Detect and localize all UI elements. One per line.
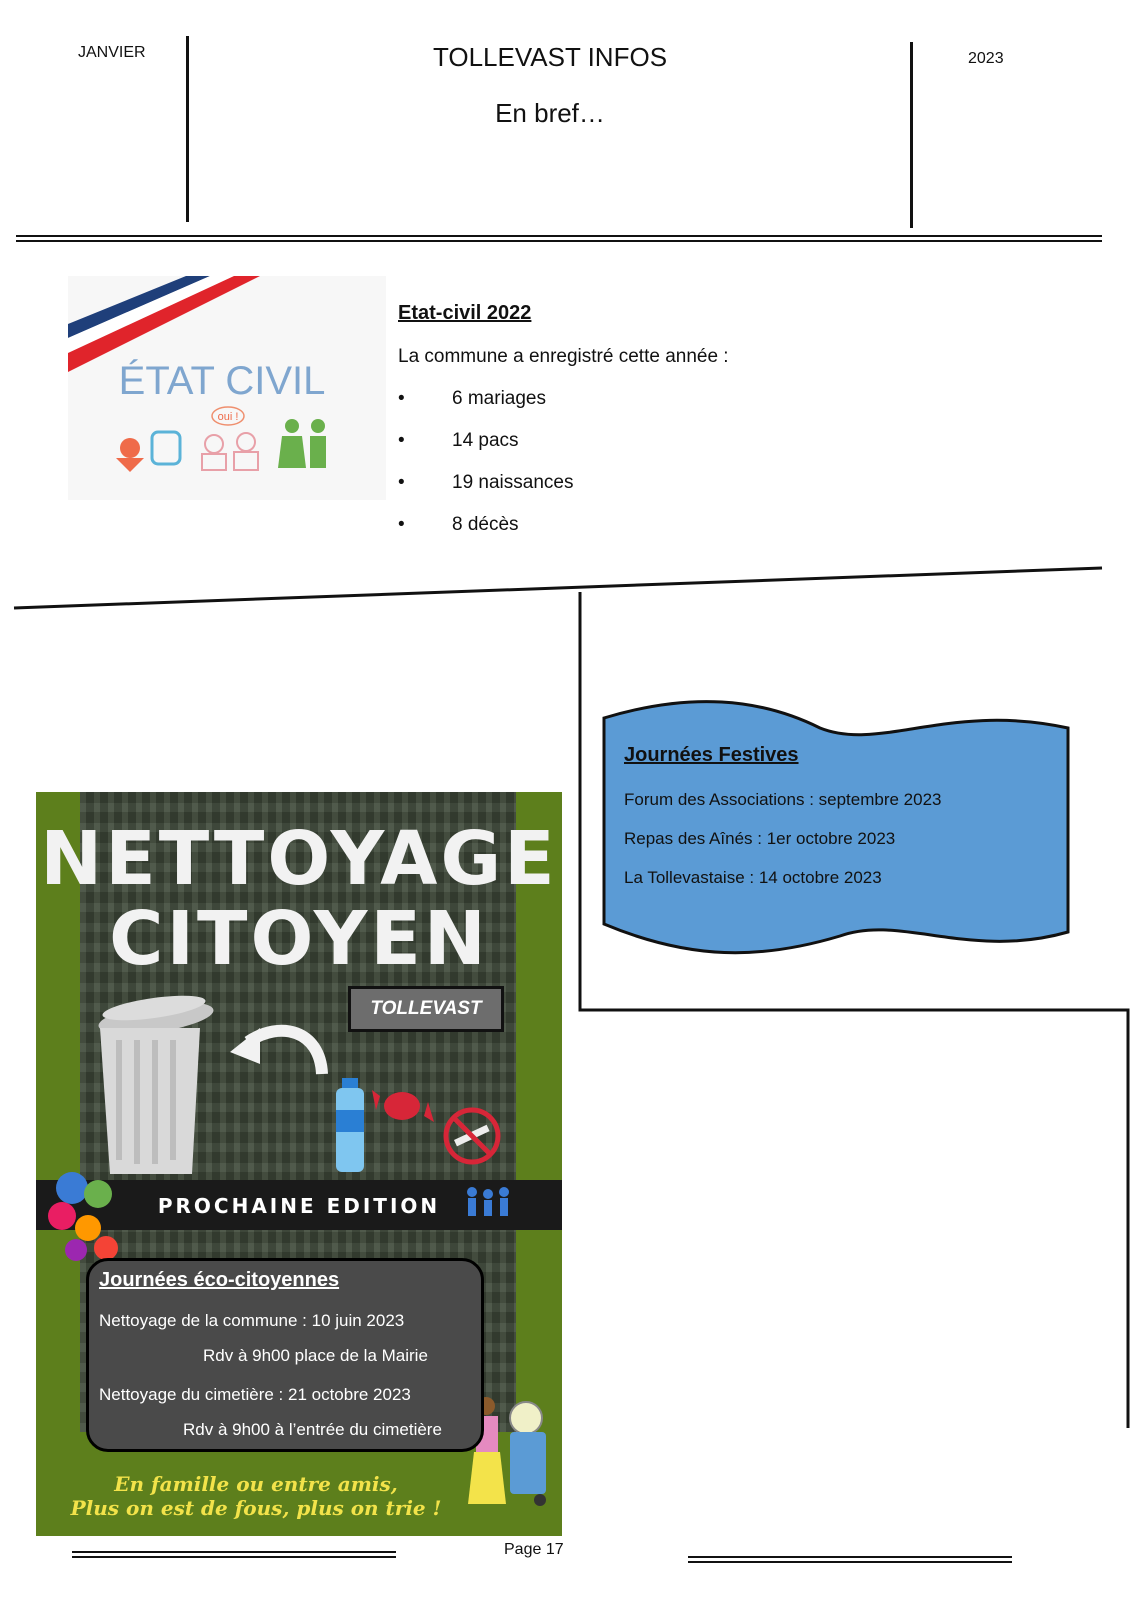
- page-subtitle: En bref…: [495, 98, 605, 128]
- poster-band-text: PROCHAINE EDITION: [157, 1194, 441, 1218]
- eco-citoyennes-line: Rdv à 9h00 à l’entrée du cimetière: [183, 1420, 442, 1439]
- list-item: • 14 pacs: [398, 430, 519, 451]
- candy-icon: [372, 1090, 434, 1122]
- poster-tag: TOLLEVAST: [348, 986, 504, 1032]
- etat-civil-item: 6 mariages: [452, 388, 546, 409]
- festives-title: Journées Festives: [624, 744, 799, 766]
- poster-title-line2: CITOYEN: [109, 896, 489, 982]
- festives-line: Repas des Aînés : 1er octobre 2023: [624, 829, 896, 848]
- list-item: • 8 décès: [398, 514, 519, 535]
- list-item: • 19 naissances: [398, 472, 574, 493]
- etat-civil-intro: La commune a enregistré cette année :: [398, 346, 729, 367]
- svg-text:oui !: oui !: [217, 411, 239, 423]
- footer-rule-right-bottom: [688, 1561, 1012, 1563]
- etat-civil-item: 14 pacs: [452, 430, 519, 451]
- etat-civil-item: 19 naissances: [452, 472, 574, 493]
- no-smoking-icon: [446, 1110, 498, 1162]
- list-item: • 6 mariages: [398, 388, 546, 409]
- page-title: TOLLEVAST INFOS: [432, 42, 668, 72]
- arrow-icon: [230, 1028, 322, 1074]
- poster-slogan-line2: Plus on est de fous, plus on trie !: [70, 1496, 442, 1520]
- header-year: 2023: [968, 50, 1004, 67]
- header-month: JANVIER: [78, 44, 146, 61]
- festives-line: Forum des Associations : septembre 2023: [624, 790, 942, 809]
- footer-rule-left-bottom: [72, 1556, 396, 1558]
- page-number: Page 17: [504, 1541, 564, 1558]
- footer-rule-left-top: [72, 1551, 396, 1553]
- etat-civil-image-text: ÉTAT CIVIL: [118, 359, 326, 403]
- eco-citoyennes-title: Journées éco-citoyennes: [99, 1269, 340, 1291]
- festives-line: La Tollevastaise : 14 octobre 2023: [624, 868, 882, 887]
- trash-can-icon: [97, 991, 216, 1174]
- bottle-icon: [336, 1078, 364, 1172]
- etat-civil-item: 8 décès: [452, 514, 519, 535]
- diagonal-divider: [14, 568, 1102, 608]
- eco-citoyennes-line: Nettoyage du cimetière : 21 octobre 2023: [99, 1385, 411, 1404]
- footer-rule-right-top: [688, 1556, 1012, 1558]
- festive-banner-shape: [604, 702, 1068, 953]
- etat-civil-title: Etat-civil 2022: [398, 302, 532, 324]
- eco-citoyennes-box: [86, 1258, 484, 1452]
- poster-title-line1: NETTOYAGE: [40, 816, 558, 902]
- eco-citoyennes-line: Nettoyage de la commune : 10 juin 2023: [99, 1311, 405, 1330]
- poster-slogan-line1: En famille ou entre amis,: [114, 1472, 398, 1496]
- eco-citoyennes-line: Rdv à 9h00 place de la Mairie: [203, 1346, 428, 1365]
- nettoyage-citoyen-poster: [36, 792, 562, 1536]
